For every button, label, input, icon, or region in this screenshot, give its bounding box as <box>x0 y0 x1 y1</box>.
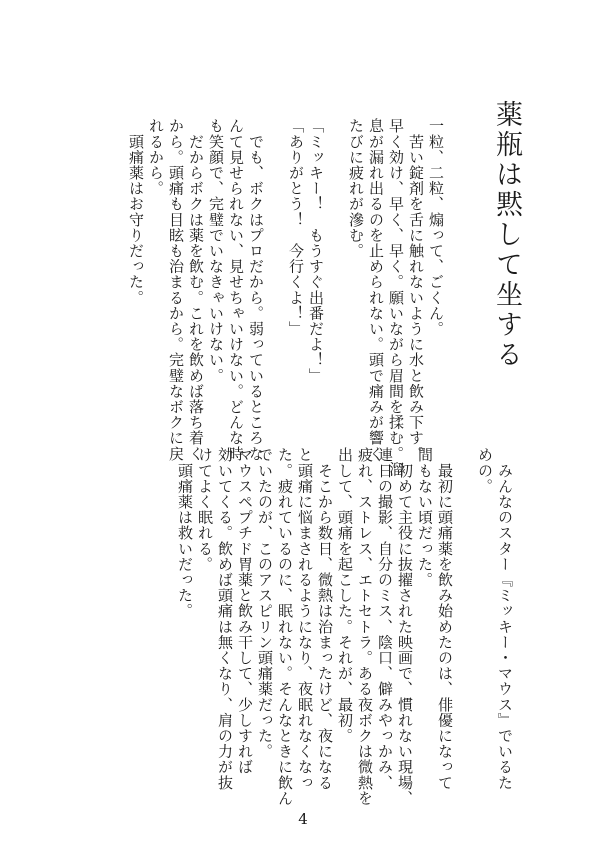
lower-text-column: みんなのスター『ミッキー・マウス』でいるた めの。 最初に頭痛薬を飲み始めたのは、俳優になって 間もない頃だった。 初めて主役に抜擢された映画で、慣れない現場、 連日の撮影、自分のミス、陰口、僻みやっかみ、 疲れ、ストレス、エトセトラ。ある夜ボクは微熱を 出して、頭痛を起こした。それが、最初。 そこから数日、微熱は治まったけど、夜になる と頭痛に悩まされるようになり、夜眠れなくなっ た。疲れているのに、眠れない。そんなときに飲ん でいたのが、このアスピリン頭痛薬だった。 マウスペプチド胃薬と飲み干して、少しすれば 効いてくる。飲めば頭痛は無くなり、肩の力が抜 けてよく眠れる。 頭痛薬は救いだった。 <box>176 447 514 806</box>
story-title: 薬瓶は黙して坐する <box>491 100 522 370</box>
page-number: 4 <box>298 810 308 828</box>
upper-text-column: 一粒、二粒、煽って、ごくん。 苦い錠剤を舌に触れないように水と飲み下す。 早く効け、早く、早く。願いながら眉間を揉む。溜 息が漏れ出るのを止められない。頭で痛みが響く たびに疲れが滲む。 「ミッキー！ もうすぐ出番だよ！」 「ありがとう！ 今行くよ！」 でも、ボクはプロだから。弱っているところな んて見せられない、見せちゃいけない。どんな時 も笑顔で、完璧でいなきゃいけない。 だからボクは薬を飲む。これを飲めば落ち着く から。頭痛も目眩も治まるから。完璧なボクに戻 れるから。 頭痛薬はお守りだった。 <box>127 118 445 477</box>
